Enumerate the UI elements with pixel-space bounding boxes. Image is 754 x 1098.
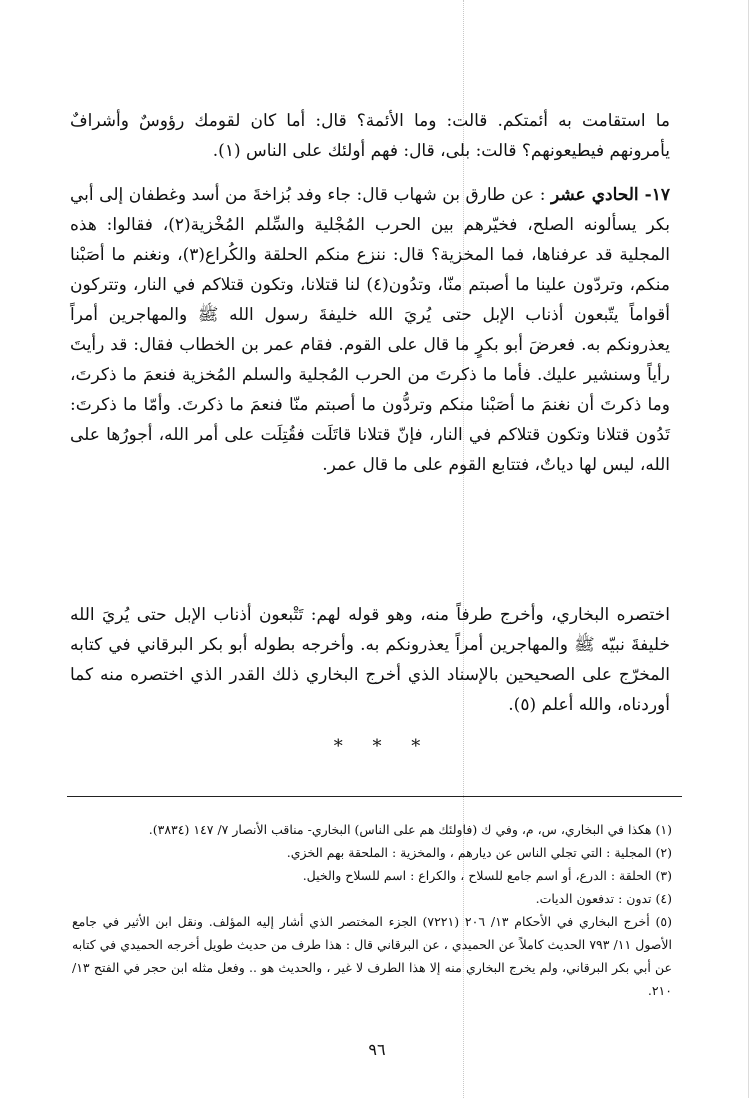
- footnote-divider: [67, 796, 682, 797]
- scan-edge-line: [748, 0, 749, 1098]
- footnote-2: (٢) المجلية : التي تجلي الناس عن ديارهم ، والمخزية : الملحقة بهم الخزي.: [286, 845, 672, 860]
- footnote-1: (١) هكذا في البخاري، س، م، وفي ك (فاولئك هم على الناس) البخاري- مناقب الأنصار ٧/ ١٤٧ (٣٨٣٤).: [148, 822, 672, 837]
- footnote-4: (٤) تدون : تدفعون الديات.: [535, 891, 672, 906]
- separator-star: *: [333, 736, 343, 757]
- paragraph-2-text: [70, 180, 670, 480]
- paragraph-1-text: ما استقامت به أئمتكم. قالت: وما الأئمة؟ قال: أما كان لقومك رؤوسٌ وأشرافٌ يأمرونهم فيطيعونهم؟ قالت: بلى، قال: فهم أولئك على الناس (١).: [70, 111, 670, 161]
- hadith-body: : عن طارق بن شهاب قال: جاء وفد بُزاخةَ من أسد وغطفان إلى أبي بكر يسألونه الصلح، فخيّرهم بين الحرب المُجْلية والسِّلم المُخْزية(٢)، فقالوا: هذه المجلية قد عرفناها، فما المخزية؟ قال: ننزع منكم الحلقة والكُراع(٣)، ونغنم ما أصَبْنا منكم، وتردّون علينا ما أصبتم منّا، وتدُون(٤) لنا قتلانا، وتكون قتلاكم في النار، وتتركون أقواماً يتّبعون أذناب الإبل حتى يُريَ الله خليفةَ رسول الله ﷺ والمهاجرين أمراً يعذرونكم به. فعرضَ أبو بكرٍ ما قال على القوم. فقام عمر بن الخطاب فقال: قد رأيتَ رأياً وسنشير عليك. فأما ما ذكرتَ من الحرب المُجلية والسلم المُخزية فنعمَ ما ذكرتَ، وما ذكرتَ أن نغنمَ ما أصَبْنا منكم وتردُّون ما أصبتم منّا فنعمَ ما ذكرتَ. وأمّا ما ذكرتَ: تَدُون قتلانا وتكون قتلاكم في النار، فإنّ قتلانا قاتَلَت فقُتِلَت على أمر الله، أجورُها على الله، ليس لها دياتٌ، فتتابع القوم على ما قال عمر.: [70, 185, 670, 475]
- footnotes: [72, 818, 672, 1002]
- separator-star: *: [372, 736, 382, 757]
- section-separator: [0, 736, 754, 757]
- paragraph-2: [70, 180, 670, 480]
- paragraph-3-text: اختصره البخاري، وأخرج طرفاً منه، وهو قوله لهم: تَتْبعون أذناب الإبل حتى يُريَ الله خليفةَ نبيّه ﷺ والمهاجرين أمراً يعذرونكم به. وأخرجه بطوله أبو بكر البرقاني في كتابه المخرّج على الصحيحين بالإسناد الذي أخرج البخاري ذلك القدر الذي اختصره منه كما أوردناه، والله أعلم (٥).: [70, 605, 670, 715]
- footnote-3: (٣) الحلقة : الدرع، أو اسم جامع للسلاح ، والكراع : اسم للسلاح والخيل.: [302, 868, 672, 883]
- separator-star: *: [411, 736, 421, 757]
- paragraph-1: [70, 106, 670, 166]
- footnote-5: (٥) أخرج البخاري في الأحكام ١٣/ ٢٠٦ (٧٢٢١) الجزء المختصر الذي أشار إليه المؤلف. ونقل ابن الأثير في جامع الأصول ١١/ ٧٩٣ الحديث كاملاً عن الحميدي ، عن البرقاني قال : هذا طرف من حديث طويل أخرجه الحميدي في كتابه عن أبي بكر البرقاني، ولم يخرج البخاري منه إلا هذا الطرف لا غير ، والحديث هو .. وفعل مثله ابن حجر في الفتح ١٣/ ٢١٠.: [72, 914, 672, 998]
- hadith-number-heading: ١٧- الحادي عشر: [550, 185, 670, 205]
- page-number: ٩٦: [368, 1040, 386, 1059]
- paragraph-3: [70, 600, 670, 720]
